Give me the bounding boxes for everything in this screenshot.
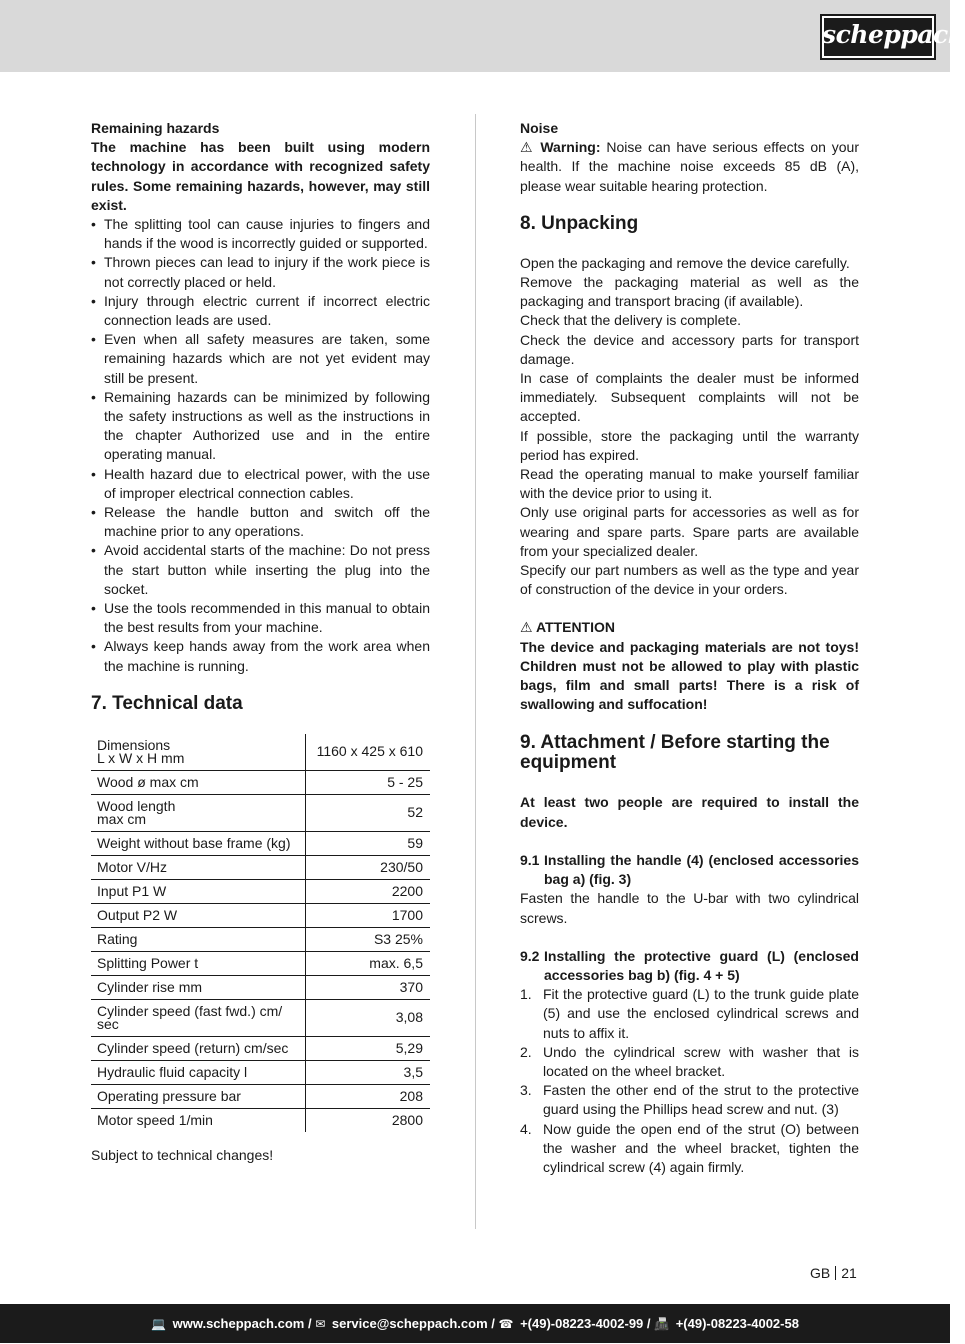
- section-9-2-title: [520, 947, 859, 985]
- spec-label: [91, 951, 305, 975]
- step-text: Undo the cylindrical screw with washer that is located on the wheel bracket.: [543, 1043, 859, 1079]
- unpacking-heading: 8. Unpacking: [520, 212, 639, 234]
- paragraph: Read the operating manual to make yourself familiar with the device prior to using it.: [520, 466, 859, 502]
- table-row: [91, 999, 430, 1036]
- spec-value: 1700: [305, 903, 430, 927]
- spec-label: [91, 734, 305, 771]
- page-number: [810, 1264, 857, 1282]
- attention-title: [520, 618, 859, 637]
- technical-data-table: [91, 734, 430, 1132]
- paragraph: Check the device and accessory parts for transport damage.: [520, 331, 859, 367]
- technical-data-heading: 7. Technical data: [91, 692, 243, 714]
- table-row: [91, 879, 430, 903]
- hazards-list: [91, 215, 430, 676]
- page-language: GB: [810, 1265, 831, 1281]
- scheppach-logo: scheppach: [820, 14, 936, 60]
- spec-value: 3,08: [305, 999, 430, 1036]
- spec-label-line: L x W x H mm: [97, 749, 185, 766]
- list-item: • Health hazard due to electrical power, with the use of improper electrical connection cables.: [91, 465, 430, 503]
- step-text: Fit the protective guard (L) to the trunk guide plate (5) and use the enclosed cylindrical screws and nuts to affix it.: [543, 986, 859, 1041]
- spec-value: 3,5: [305, 1060, 430, 1084]
- spec-label: [91, 855, 305, 879]
- subject-note: Subject to technical changes!: [91, 1146, 274, 1163]
- spec-label: [91, 770, 305, 794]
- spec-label-line: Cylinder speed (fast fwd.) cm/: [97, 1002, 283, 1019]
- spec-label-line: Cylinder speed (return) cm/sec: [97, 1039, 289, 1056]
- spec-label-line: Operating pressure bar: [97, 1087, 241, 1104]
- list-item: [520, 1043, 859, 1081]
- spec-label-line: Dimensions: [97, 736, 171, 753]
- list-item: • The splitting tool can cause injuries to fingers and hands if the wood is incorrectly guided or supported.: [91, 215, 430, 253]
- list-item: [520, 1120, 859, 1178]
- header-band: [0, 0, 950, 72]
- list-item: [520, 1081, 859, 1119]
- computer-icon: 💻: [151, 1317, 166, 1331]
- spec-label-line: Splitting Power t: [97, 954, 199, 971]
- remaining-hazards-title: Remaining hazards: [91, 120, 220, 136]
- page-number-separator: [835, 1266, 836, 1280]
- table-row: [91, 1060, 430, 1084]
- list-item: [520, 985, 859, 1043]
- spec-label-line: Wood ø max cm: [97, 773, 199, 790]
- phone-number: +(49)-08223-4002-99 /: [520, 1316, 651, 1331]
- step-text: Now guide the open end of the strut (O) between the washer and the wheel bracket, tighten the cylindrical screw (4) again firmly.: [543, 1120, 859, 1175]
- noise-title: Noise: [520, 120, 559, 136]
- spec-label-line: Weight without base frame (kg): [97, 834, 291, 851]
- attention-label: ATTENTION: [535, 619, 616, 636]
- spec-value: S3 25%: [305, 927, 430, 951]
- spec-label-line: max cm: [97, 810, 146, 827]
- spec-value: 52: [305, 794, 430, 831]
- spec-label: [91, 927, 305, 951]
- paragraph: Specify our part numbers as well as the type and year of construction of the device in your orders.: [520, 562, 859, 598]
- list-item: • Remaining hazards can be minimized by following the safety instructions as well as the instructions in the chapter Authorized use and in the entire operating manual.: [91, 388, 430, 465]
- spec-label: [91, 1084, 305, 1108]
- table-row: [91, 831, 430, 855]
- spec-label-line: Motor speed 1/min: [97, 1111, 213, 1128]
- paragraph: Open the packaging and remove the device carefully.: [520, 254, 850, 271]
- spec-value: 208: [305, 1084, 430, 1108]
- section-9-1-text: Fasten the handle to the U-bar with two cylindrical screws.: [520, 890, 859, 926]
- spec-value: 2800: [391, 1111, 423, 1128]
- attention-text: The device and packaging materials are not toys! Children must not be allowed to play with plastic bags, film and small parts! There is a risk of swallowing and suffocation!: [520, 638, 859, 713]
- list-item: • Always keep hands away from the work area when the machine is running.: [91, 637, 430, 675]
- section-number: 9.2: [520, 947, 540, 964]
- list-item: • Avoid accidental starts of the machine: Do not press the start button while inserting the plug into the socket.: [91, 541, 430, 599]
- list-item: • Injury through electric current if incorrect electric connection leads are used.: [91, 292, 430, 330]
- table-row: [91, 855, 430, 879]
- step-number: 4.: [520, 1120, 532, 1137]
- table-row: [91, 770, 430, 794]
- list-item: • Even when all safety measures are taken, some remaining hazards which are not yet evident may still be present.: [91, 330, 430, 388]
- spec-label-line: Rating: [97, 930, 138, 947]
- spec-label: [91, 1036, 305, 1060]
- paragraph: In case of complaints the dealer must be informed immediately. Subsequent complaints will not be accepted.: [520, 370, 859, 425]
- remaining-hazards-intro: The machine has been built using modern technology in accordance with recognized safety rules. Some remaining hazards, however, may still exist.: [91, 139, 430, 213]
- spec-label-line: Output P2 W: [97, 906, 178, 923]
- spec-value: 5,29: [305, 1036, 430, 1060]
- fax-icon: 📠: [654, 1317, 670, 1331]
- spec-label: [91, 794, 305, 831]
- website-link[interactable]: www.scheppach.com /: [172, 1316, 312, 1331]
- table-row: [91, 734, 430, 771]
- table-row: [91, 794, 430, 831]
- step-number: 1.: [520, 986, 532, 1003]
- spec-label: [91, 1108, 305, 1132]
- section-9-1-title: [520, 851, 859, 889]
- email-link[interactable]: service@scheppach.com /: [331, 1316, 495, 1331]
- paragraph: Only use original parts for accessories as well as for wearing and spare parts. Spare parts are available from your specialized dealer.: [520, 504, 859, 559]
- fax-number: +(49)-08223-4002-58: [675, 1316, 799, 1331]
- step-text: Fasten the other end of the strut to the protective guard using the Phillips head screw and nut. (3): [543, 1082, 859, 1118]
- paragraph: Remove the packaging material as well as the packaging and transport bracing (if available).: [520, 274, 859, 310]
- attachment-heading: 9. Attachment / Before starting the equipment: [520, 732, 830, 774]
- phone-icon: ☎: [498, 1317, 514, 1331]
- table-row: [91, 927, 430, 951]
- guard-steps-list: [520, 985, 859, 1177]
- warning-icon: ⚠: [520, 139, 535, 156]
- noise-text: Noise can have serious effects on your health. If the machine noise exceeds 85 dB (A), please wear suitable hearing protection.: [520, 139, 859, 194]
- spec-label: [91, 999, 305, 1036]
- attachment-intro: At least two people are required to install the device.: [520, 794, 859, 830]
- footer-bar: [0, 1304, 950, 1343]
- spec-label: [91, 903, 305, 927]
- list-item: • Thrown pieces can lead to injury if the work piece is not correctly placed or held.: [91, 253, 430, 291]
- list-item: • Use the tools recommended in this manual to obtain the best results from your machine.: [91, 599, 430, 637]
- left-column: [91, 119, 430, 1165]
- paragraph: If possible, store the packaging until the warranty period has expired.: [520, 427, 859, 463]
- spec-label: [91, 1060, 305, 1084]
- table-row: [91, 951, 430, 975]
- unpacking-paragraphs: [520, 254, 859, 600]
- spec-label: [91, 975, 305, 999]
- list-item: • Release the handle button and switch off the machine prior to any operations.: [91, 503, 430, 541]
- table-row: [91, 903, 430, 927]
- spec-label-line: Hydraulic fluid capacity l: [97, 1063, 248, 1080]
- spec-label-line: Input P1 W: [97, 882, 167, 899]
- table-row: [91, 975, 430, 999]
- spec-label-line: Motor V/Hz: [97, 858, 168, 875]
- warning-icon: ⚠: [520, 619, 533, 636]
- spec-label-line: Cylinder rise mm: [97, 978, 203, 995]
- mail-icon: ✉: [315, 1317, 326, 1331]
- spec-label: [91, 879, 305, 903]
- table-row: [91, 1108, 430, 1132]
- section-title-text: Installing the handle (4) (enclosed accessories bag a) (fig. 3): [544, 851, 859, 888]
- step-number: 3.: [520, 1082, 532, 1099]
- spec-label-line: sec: [97, 1015, 119, 1032]
- table-row: [91, 1084, 430, 1108]
- table-row: [91, 1036, 430, 1060]
- warning-label: Warning:: [540, 139, 601, 156]
- spec-value: 5 - 25: [305, 770, 430, 794]
- spec-value: 59: [305, 831, 430, 855]
- paragraph: Check that the delivery is complete.: [520, 312, 741, 329]
- right-column: [520, 119, 859, 1177]
- spec-value: max. 6,5: [305, 951, 430, 975]
- step-number: 2.: [520, 1043, 532, 1060]
- noise-warning: [520, 138, 859, 196]
- spec-label-line: Wood length: [97, 797, 176, 814]
- spec-value: 1160 x 425 x 610: [305, 734, 430, 771]
- section-number: 9.1: [520, 851, 540, 868]
- spec-label: [91, 831, 305, 855]
- section-title-text: Installing the protective guard (L) (enclosed accessories bag b) (fig. 4 + 5): [544, 947, 859, 983]
- spec-value: 230/50: [305, 855, 430, 879]
- spec-value: 370: [305, 975, 430, 999]
- column-divider: [475, 114, 476, 1229]
- page-number-value: 21: [841, 1265, 857, 1281]
- spec-value: 2200: [305, 879, 430, 903]
